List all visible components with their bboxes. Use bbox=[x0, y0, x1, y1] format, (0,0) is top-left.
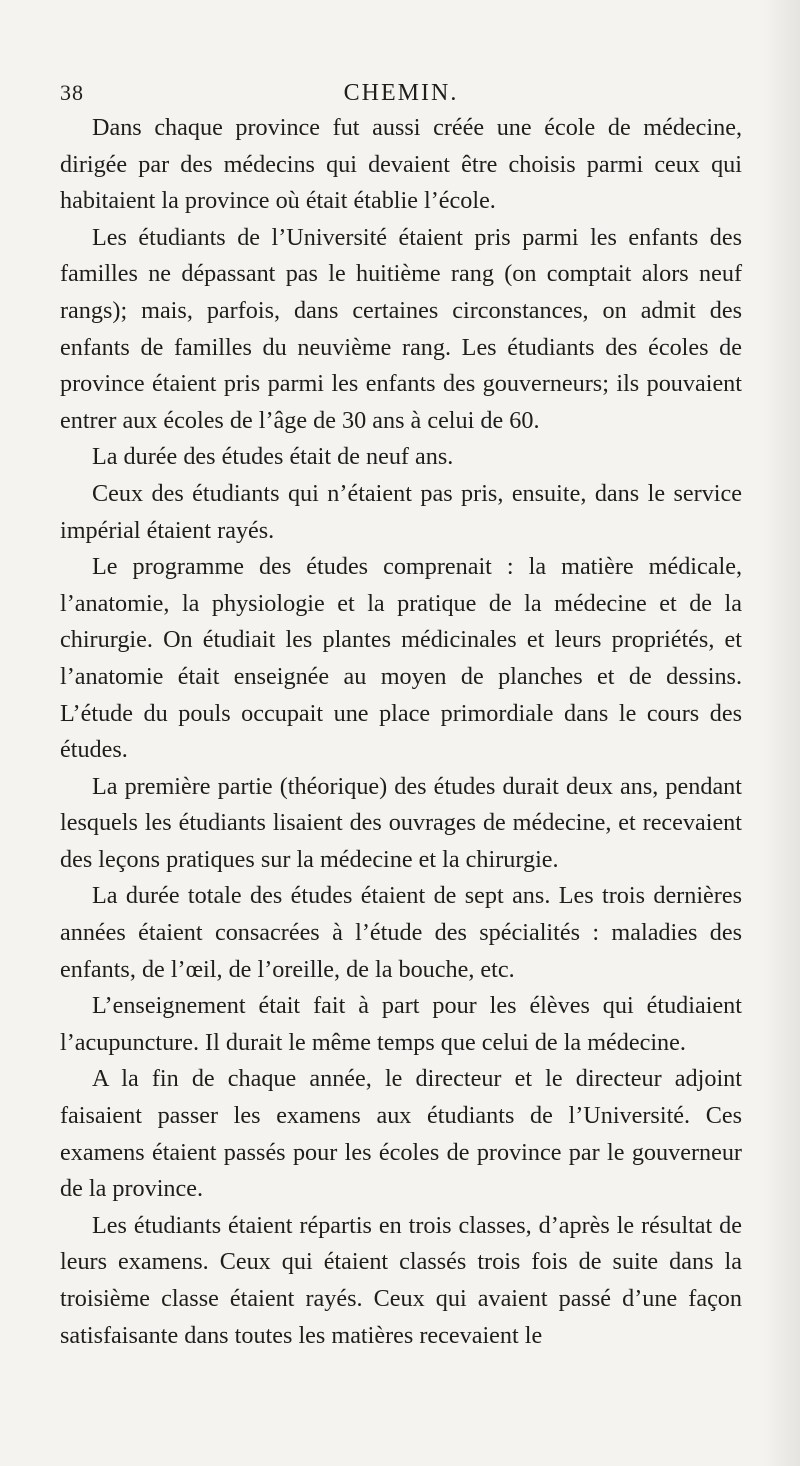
paragraph: Les étudiants étaient répartis en trois classes, d’après le résultat de leurs examens. Ceux qui étaient classés trois fois de suite dans la troisième classe étaient rayés. Ceux qui avaient passé d’une façon satisfaisante dans toutes les matières recevaient le bbox=[60, 1211, 742, 1349]
paragraph: Les étudiants de l’Université étaient pris parmi les enfants des familles ne dépassant pas le huitième rang (on comptait alors neuf rangs); mais, parfois, dans certaines circonstances, on admit des enfants de familles du neuvième rang. Les étudiants des écoles de province étaient pris parmi les enfants des gouverneurs; ils pouvaient entrer aux écoles de l’âge de 30 ans à celui de 60. bbox=[60, 223, 742, 434]
running-head bbox=[60, 76, 742, 110]
paragraph: La première partie (théorique) des études durait deux ans, pendant lesquels les étudiants lisaient des ouvrages de médecine, et recevaient des leçons pratiques sur la médecine et la chirurgie. bbox=[60, 772, 742, 873]
paragraph: L’enseignement était fait à part pour les élèves qui étudiaient l’acupuncture. Il durait le même temps que celui de la médecine. bbox=[60, 992, 742, 1056]
paragraph: La durée des études était de neuf ans. bbox=[92, 443, 454, 471]
paragraph: Le programme des études comprenait : la matière médicale, l’anatomie, la physiologie et la pratique de la médecine et de la chirurgie. On étudiait les plantes médicinales et leurs propriétés, et l’anatomie était enseignée au moyen de planches et de dessins. L’étude du pouls occupait une place primordiale dans le cours des études. bbox=[60, 553, 742, 764]
paragraph: La durée totale des études étaient de sept ans. Les trois dernières années étaient consacrées à l’étude des spécialités : maladies des enfants, de l’œil, de l’oreille, de la bouche, etc. bbox=[60, 882, 742, 983]
paragraph: A la fin de chaque année, le directeur et le directeur adjoint faisaient passer les examens aux étudiants de l’Université. Ces examens étaient passés pour les écoles de province par le gouverneur de la province. bbox=[60, 1065, 742, 1203]
running-title: CHEMIN. bbox=[343, 80, 459, 106]
paragraph: Dans chaque province fut aussi créée une école de médecine, dirigée par des médecins qui devaient être choisis parmi ceux qui habitaient la province où était établie l’école. bbox=[60, 114, 742, 215]
paragraph: Ceux des étudiants qui n’étaient pas pris, ensuite, dans le service impérial étaient rayés. bbox=[60, 479, 742, 544]
page-number: 38 bbox=[60, 80, 84, 105]
page-edge-shadow bbox=[764, 0, 800, 1466]
body-text bbox=[60, 110, 742, 1354]
